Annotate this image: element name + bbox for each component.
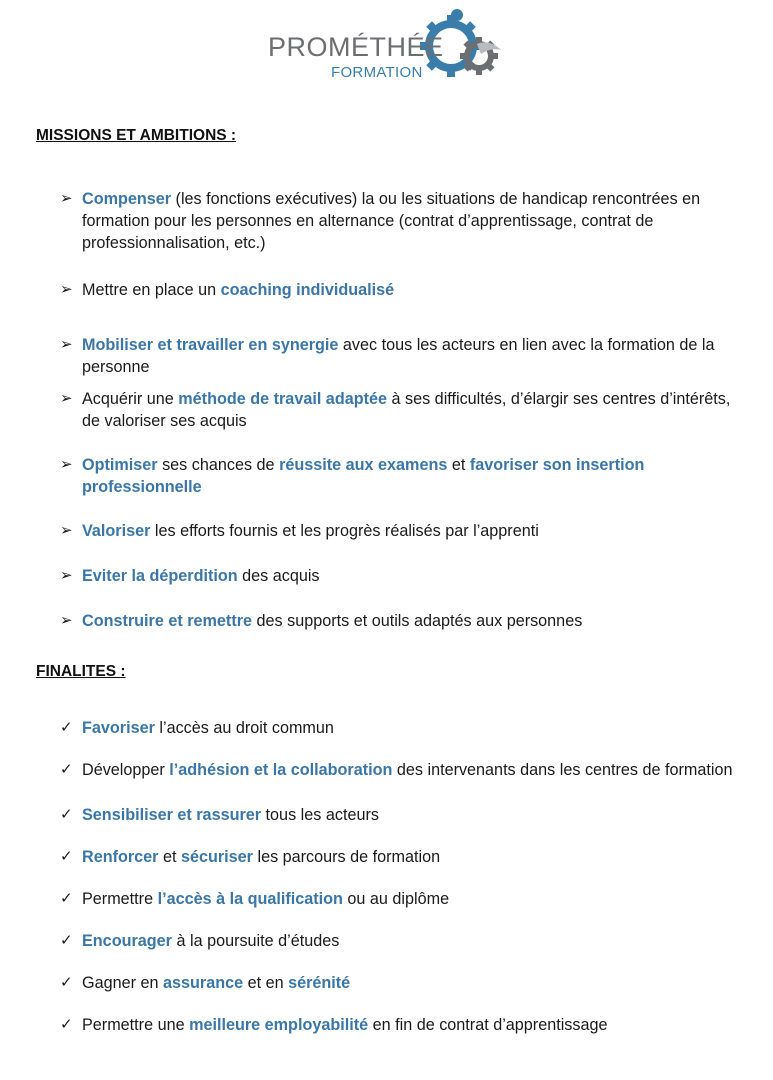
plain-text: et xyxy=(158,848,181,866)
highlighted-text: Mobiliser et travailler en synergie xyxy=(82,336,339,354)
item-text xyxy=(82,759,750,781)
checkmark-bullet-icon: ✓ xyxy=(60,719,73,736)
plain-text: des intervenants dans les centres de formation xyxy=(392,761,733,779)
plain-text: Permettre une xyxy=(82,1016,190,1034)
arrow-bullet-icon: ➢ xyxy=(60,567,73,584)
highlighted-text: sécuriser xyxy=(180,848,253,866)
item-text xyxy=(82,520,750,542)
plain-text: Permettre xyxy=(82,890,158,908)
arrow-bullet-icon: ➢ xyxy=(60,281,73,298)
item-text xyxy=(82,565,750,587)
plain-text: Mettre en place un xyxy=(82,281,221,299)
plain-text: ses chances de xyxy=(157,456,280,474)
checkmark-bullet-icon: ✓ xyxy=(60,848,73,865)
checkmark-bullet-icon: ✓ xyxy=(60,890,73,907)
finalites-item xyxy=(60,888,750,910)
highlighted-text: Favoriser xyxy=(82,719,155,737)
highlighted-text: favoriser son insertion professionnelle xyxy=(82,456,645,496)
finalites-item xyxy=(60,972,750,994)
finalites-item xyxy=(60,759,750,781)
highlighted-text: Encourager xyxy=(82,932,172,950)
highlighted-text: méthode de travail adaptée xyxy=(178,390,387,408)
item-text xyxy=(82,930,750,952)
plain-text: ou au diplôme xyxy=(342,890,450,908)
item-text xyxy=(82,610,750,632)
finalites-heading: FINALITES : xyxy=(36,663,126,680)
highlighted-text: Renforcer xyxy=(82,848,159,866)
plain-text: des acquis xyxy=(237,567,320,585)
plain-text: à la poursuite d’études xyxy=(171,932,340,950)
item-text xyxy=(82,388,750,432)
plain-text: Gagner en xyxy=(82,974,163,992)
item-text xyxy=(82,846,750,868)
missions-heading: MISSIONS ET AMBITIONS : xyxy=(36,127,237,144)
finalites-item xyxy=(60,717,750,739)
plain-text: les parcours de formation xyxy=(252,848,441,866)
logo-subtitle: FORMATION xyxy=(331,64,423,81)
highlighted-text: Eviter la déperdition xyxy=(82,567,238,585)
logo xyxy=(265,6,505,84)
item-text xyxy=(82,1014,750,1036)
highlighted-text: l’adhésion et la collaboration xyxy=(169,761,393,779)
plain-text: Acquérir une xyxy=(82,390,179,408)
plain-text: des supports et outils adaptés aux personnes xyxy=(252,612,583,630)
arrow-bullet-icon: ➢ xyxy=(60,390,73,407)
plain-text: en fin de contrat d’apprentissage xyxy=(368,1016,608,1034)
highlighted-text: réussite aux examens xyxy=(279,456,448,474)
checkmark-bullet-icon: ✓ xyxy=(60,974,73,991)
plain-text: à ses difficultés, d’élargir ses centres d’intérêts, de valoriser ses acquis xyxy=(82,390,731,430)
highlighted-text: Compenser xyxy=(82,190,172,208)
plain-text: les efforts fournis et les progrès réalisés par l’apprenti xyxy=(150,522,539,540)
checkmark-bullet-icon: ✓ xyxy=(60,1016,73,1033)
plain-text: et en xyxy=(243,974,289,992)
highlighted-text: sérénité xyxy=(288,974,351,992)
highlighted-text: Valoriser xyxy=(82,522,151,540)
checkmark-bullet-icon: ✓ xyxy=(60,761,73,778)
checkmark-bullet-icon: ✓ xyxy=(60,806,73,823)
missions-item xyxy=(60,454,750,498)
finalites-item xyxy=(60,846,750,868)
missions-item xyxy=(60,388,750,432)
plain-text: tous les acteurs xyxy=(261,806,379,824)
missions-item xyxy=(60,279,750,301)
item-text xyxy=(82,717,750,739)
highlighted-text: Construire et remettre xyxy=(82,612,253,630)
finalites-item xyxy=(60,804,750,826)
plain-text: Développer xyxy=(82,761,170,779)
missions-item xyxy=(60,565,750,587)
missions-item xyxy=(60,610,750,632)
missions-item xyxy=(60,334,750,378)
item-text xyxy=(82,804,750,826)
arrow-bullet-icon: ➢ xyxy=(60,612,73,629)
arrow-bullet-icon: ➢ xyxy=(60,456,73,473)
arrow-bullet-icon: ➢ xyxy=(60,522,73,539)
missions-item xyxy=(60,520,750,542)
highlighted-text: coaching individualisé xyxy=(220,281,395,299)
arrow-bullet-icon: ➢ xyxy=(60,336,73,353)
plain-text: avec tous les acteurs en lien avec la formation de la personne xyxy=(82,336,715,376)
item-text xyxy=(82,188,750,254)
highlighted-text: Sensibiliser et rassurer xyxy=(82,806,262,824)
checkmark-bullet-icon: ✓ xyxy=(60,932,73,949)
item-text xyxy=(82,454,750,498)
highlighted-text: assurance xyxy=(163,974,244,992)
highlighted-text: meilleure employabilité xyxy=(189,1016,369,1034)
item-text xyxy=(82,334,750,378)
arrow-bullet-icon: ➢ xyxy=(60,190,73,207)
item-text xyxy=(82,279,750,301)
highlighted-text: l’accès à la qualification xyxy=(157,890,343,908)
finalites-item xyxy=(60,930,750,952)
highlighted-text: Optimiser xyxy=(82,456,158,474)
item-text xyxy=(82,972,750,994)
item-text xyxy=(82,888,750,910)
plain-text: et xyxy=(447,456,470,474)
plain-text: (les fonctions exécutives) la ou les situations de handicap rencontrées en formation pour les personnes en alternance (contrat d’apprentissage, contrat de professionnalisation, etc.) xyxy=(82,190,701,252)
finalites-item xyxy=(60,1014,750,1036)
missions-item xyxy=(60,188,750,254)
plain-text: l’accès au droit commun xyxy=(154,719,334,737)
logo-title: PROMÉTHÉE xyxy=(268,32,444,62)
